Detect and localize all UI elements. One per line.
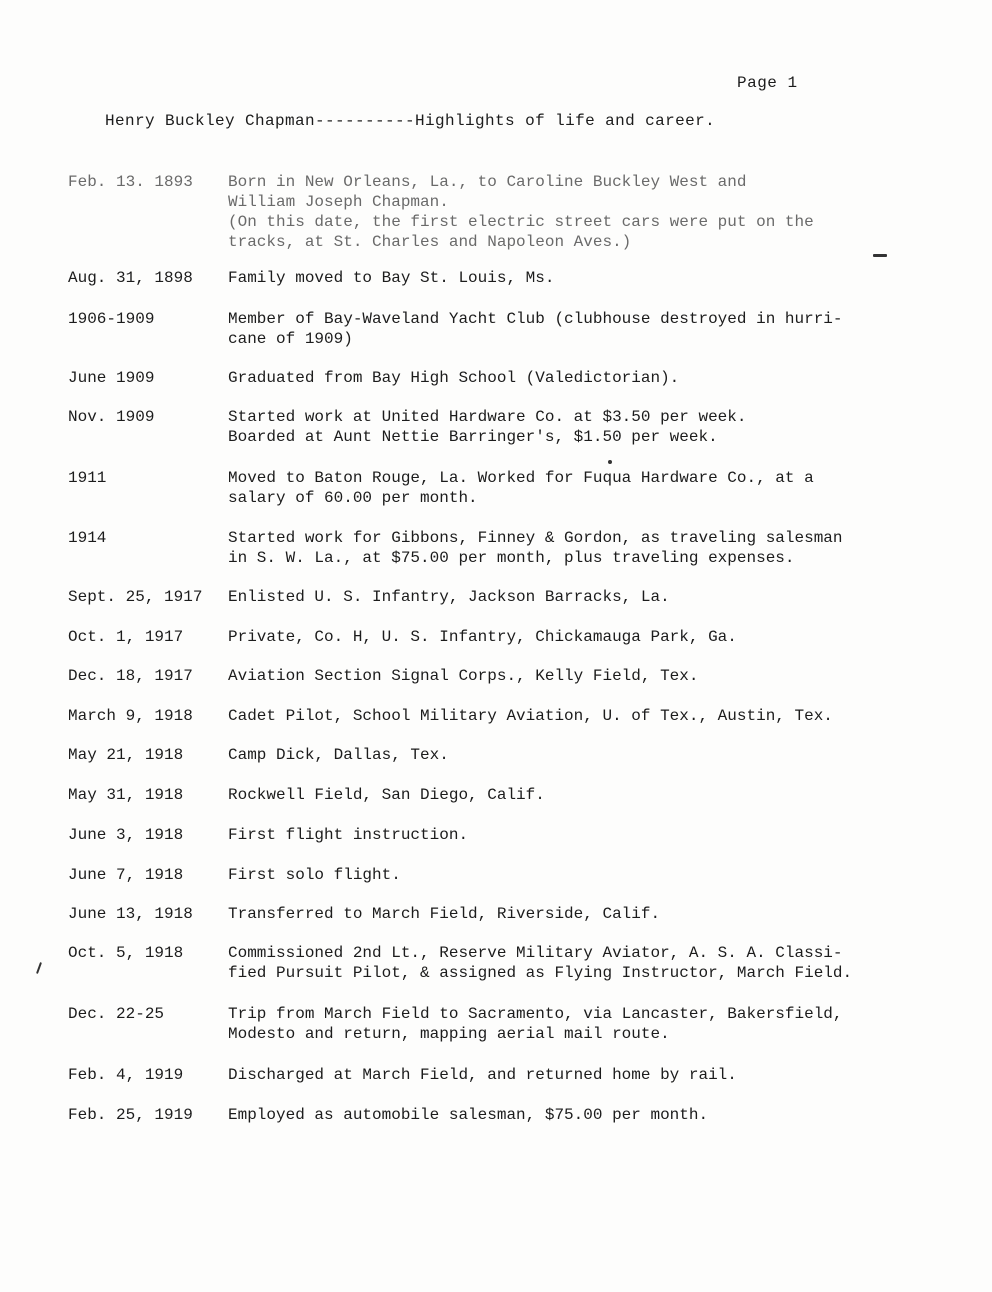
entry-text: Aviation Section Signal Corps., Kelly Field, Tex. [228,667,699,685]
timeline-entry [68,407,928,468]
entry-date: 1911 [68,469,107,487]
timeline-entry [68,943,928,1004]
entry-text: Employed as automobile salesman, $75.00 per month. [228,1106,709,1124]
entry-date: Feb. 13. 1893 [68,173,193,191]
entry-text: Born in New Orleans, La., to Caroline Buckley West and William Joseph Chapman. (On this date, the first electric street cars were put on the tracks, at St. Charles and Napoleon Aves.) [228,173,814,251]
timeline-entry [68,1004,928,1065]
entry-date: March 9, 1918 [68,707,193,725]
timeline-entry [68,865,928,904]
entry-text: Enlisted U. S. Infantry, Jackson Barracks, La. [228,588,670,606]
entry-date: 1906-1909 [68,310,155,328]
entry-text: Commissioned 2nd Lt., Reserve Military Aviator, A. S. A. Classi- fied Pursuit Pilot, & assigned as Flying Instructor, March Field. [228,944,853,982]
timeline-entry [68,904,928,943]
entry-date: Sept. 25, 1917 [68,588,203,606]
entry-text: Graduated from Bay High School (Valedictorian). [228,369,680,387]
timeline-list [68,172,928,1145]
entry-text: Camp Dick, Dallas, Tex. [228,746,449,764]
entry-text: First flight instruction. [228,826,469,844]
entry-text: Cadet Pilot, School Military Aviation, U. of Tex., Austin, Tex. [228,707,833,725]
timeline-entry [68,785,928,825]
timeline-entry [68,666,928,706]
entry-text: Trip from March Field to Sacramento, via Lancaster, Bakersfield, Modesto and return, mapping aerial mail route. [228,1005,843,1043]
entry-text: Started work for Gibbons, Finney & Gordon, as traveling salesman in S. W. La., at $75.00 per month, plus traveling expenses. [228,529,843,567]
entry-date: 1914 [68,529,107,547]
timeline-entry [68,745,928,785]
entry-text: Family moved to Bay St. Louis, Ms. [228,269,555,287]
entry-date: Dec. 18, 1917 [68,667,193,685]
entry-date: Oct. 5, 1918 [68,944,184,962]
timeline-entry [68,706,928,745]
timeline-entry [68,368,928,407]
ink-speck [873,254,887,257]
entry-text: First solo flight. [228,866,401,884]
entry-date: June 3, 1918 [68,826,184,844]
ink-speck [36,962,42,974]
entry-date: May 31, 1918 [68,786,184,804]
timeline-entry [68,587,928,627]
entry-date: Oct. 1, 1917 [68,628,184,646]
ink-speck [608,460,612,464]
timeline-entry [68,627,928,666]
timeline-entry [68,172,928,268]
entry-text: Transferred to March Field, Riverside, Calif. [228,905,661,923]
entry-date: Aug. 31, 1898 [68,269,193,287]
entry-date: Dec. 22-25 [68,1005,165,1023]
entry-text: Discharged at March Field, and returned home by rail. [228,1066,737,1084]
timeline-entry [68,309,928,368]
entry-text: Rockwell Field, San Diego, Calif. [228,786,545,804]
entry-date: Feb. 25, 1919 [68,1106,193,1124]
timeline-entry [68,528,928,587]
entry-text: Private, Co. H, U. S. Infantry, Chickamauga Park, Ga. [228,628,737,646]
entry-text: Started work at United Hardware Co. at $3.50 per week. Boarded at Aunt Nettie Barringer's, $1.50 per week. [228,408,747,446]
timeline-entry [68,1065,928,1105]
entry-date: May 21, 1918 [68,746,184,764]
timeline-entry [68,1105,928,1145]
timeline-entry [68,268,928,309]
entry-date: June 1909 [68,369,155,387]
entry-text: Moved to Baton Rouge, La. Worked for Fuqua Hardware Co., at a salary of 60.00 per month. [228,469,814,507]
entry-text: Member of Bay-Waveland Yacht Club (clubhouse destroyed in hurri- cane of 1909) [228,310,843,348]
entry-date: Nov. 1909 [68,408,155,426]
page-number: Page 1 [737,74,798,92]
entry-date: June 7, 1918 [68,866,184,884]
timeline-entry [68,825,928,865]
entry-date: June 13, 1918 [68,905,193,923]
document-title: Henry Buckley Chapman----------Highlights of life and career. [105,112,716,130]
timeline-entry [68,468,928,528]
entry-date: Feb. 4, 1919 [68,1066,184,1084]
